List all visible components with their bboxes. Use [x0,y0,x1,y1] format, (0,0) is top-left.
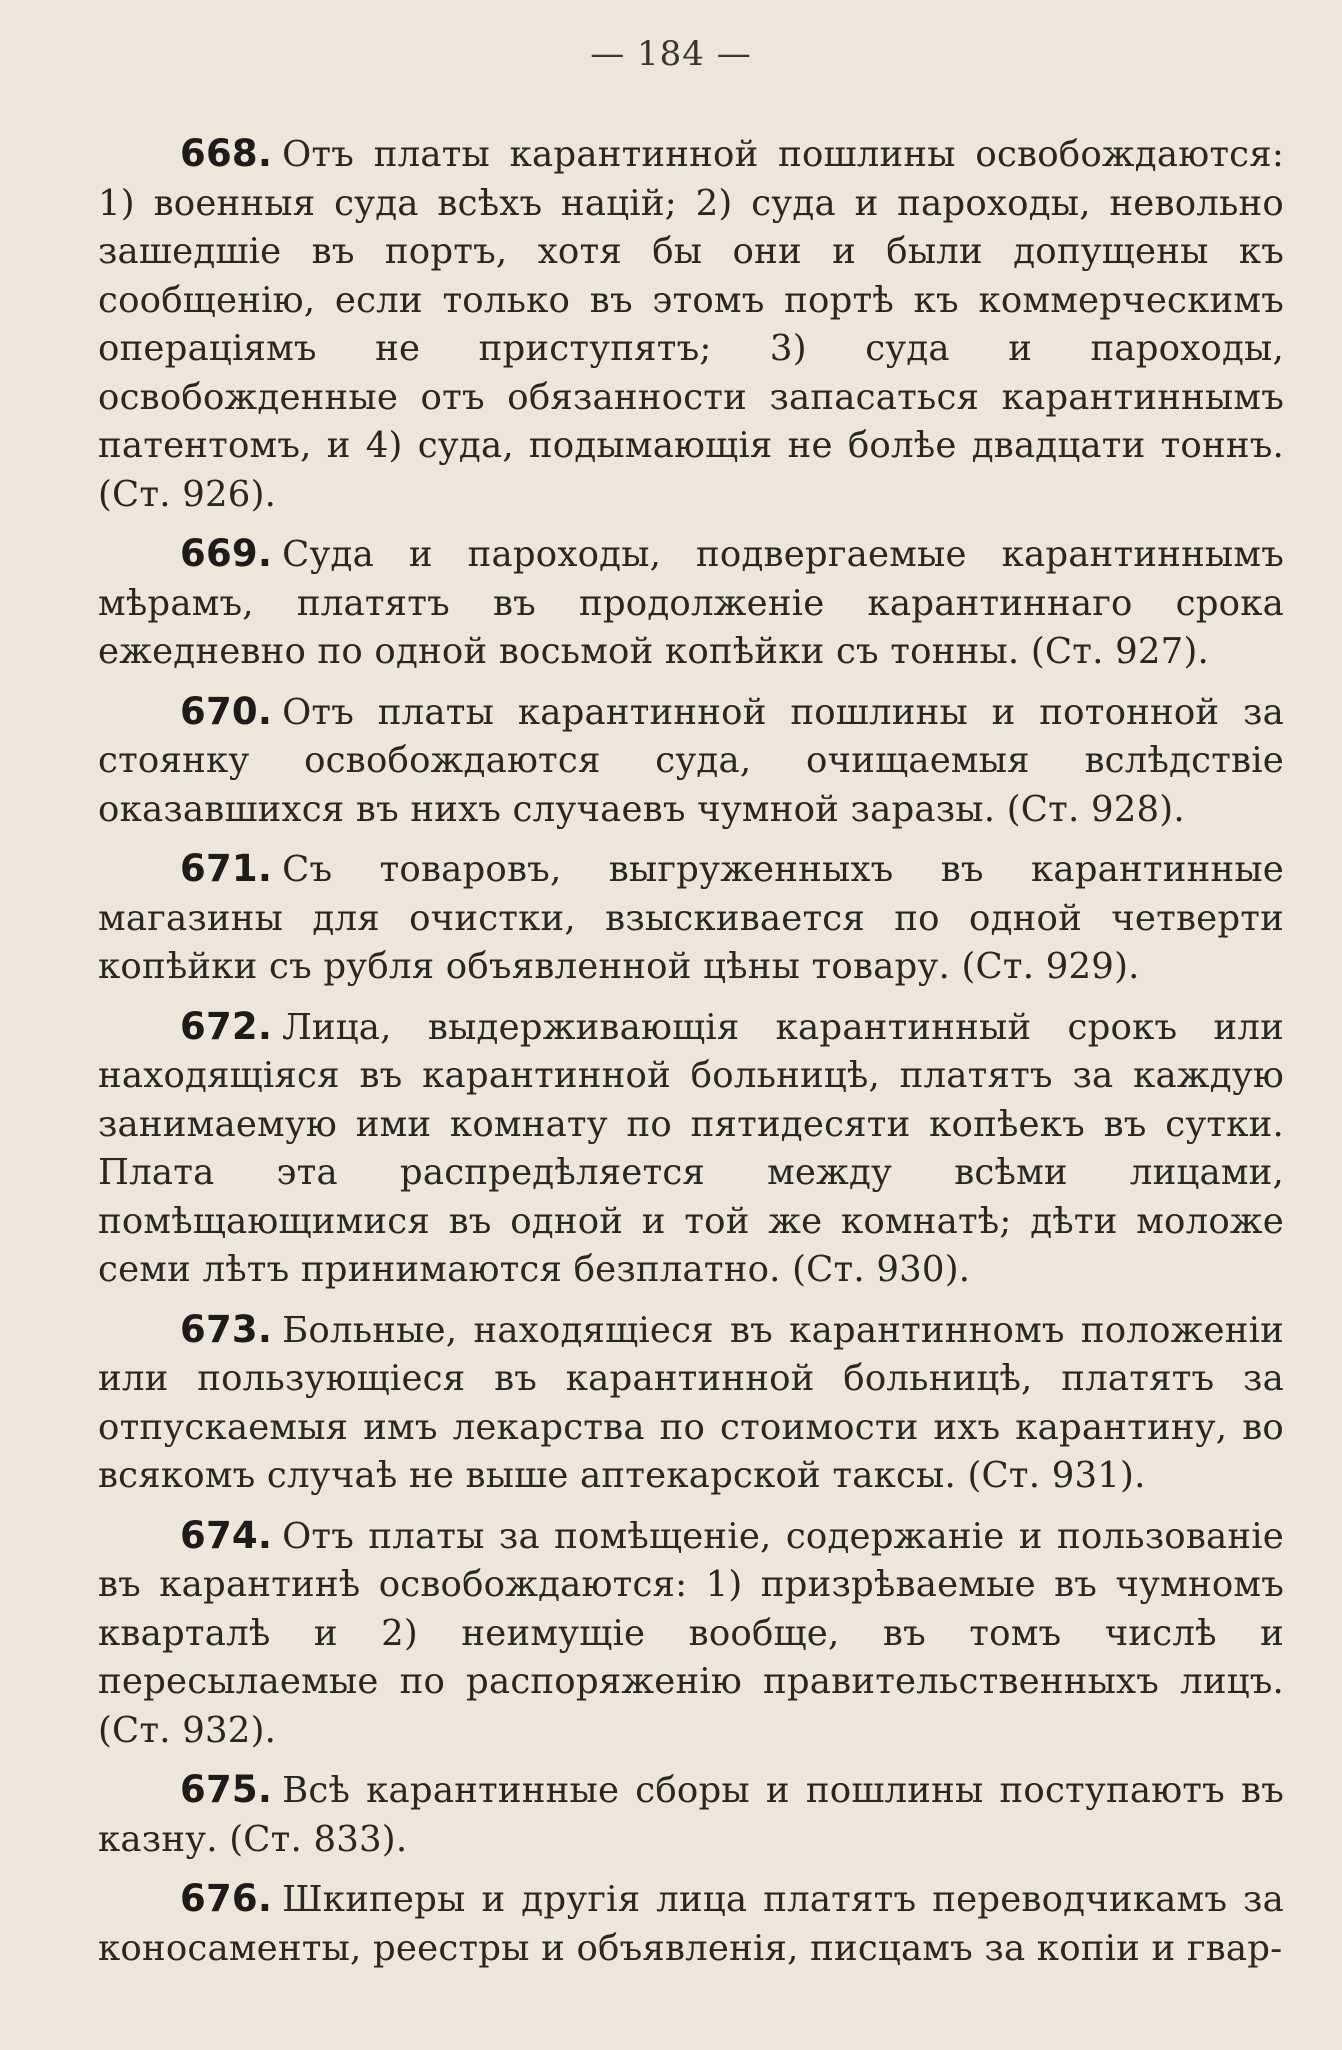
article-text: Съ товаровъ, выгруженныхъ въ карантинные магазины для очистки, взыскивается по одной четверти копѣйки съ рубля объявленной цѣны товару. (Ст. 929). [98,849,1284,987]
article-668 [98,130,1284,519]
page-number: — 184 — [590,34,752,74]
article-number: 669. [180,532,273,575]
article-676 [98,1875,1284,1973]
article-text: Суда и пароходы, подвергаемые карантиннымъ мѣрамъ, платятъ въ продолженіе карантиннаго срока ежедневно по одной восьмой копѣйки съ тонны. (Ст. 927). [98,534,1284,672]
article-number: 675. [180,1768,273,1811]
article-number: 672. [180,1004,273,1048]
article-text: Шкиперы и другія лица платятъ переводчикамъ за коносаменты, реестры и объявленія, писцамъ за копіи и гвар- [98,1879,1284,1969]
article-674 [98,1512,1284,1756]
article-673 [98,1306,1284,1501]
article-number: 670. [180,689,273,733]
article-671 [98,845,1284,992]
article-number: 674. [180,1513,273,1557]
article-text: Отъ платы карантинной пошлины освобождаются: 1) военныя суда всѣхъ націй; 2) суда и пароходы, невольно зашедшіе въ портъ, хотя бы они и были допущены къ сообщенію, если только въ этомъ портѣ къ коммерческимъ операціямъ не приступятъ; 3) суда и пароходы, освобожденные отъ обязанности запасаться карантиннымъ патентомъ, и 4) суда, подымающія не болѣе двадцати тоннъ. (Ст. 926). [98,134,1284,515]
article-number: 671. [180,847,273,890]
article-669 [98,530,1284,677]
article-number: 673. [180,1307,273,1351]
article-text: Отъ платы за помѣщеніе, содержаніе и пользованіе въ карантинѣ освобождаются: 1) призрѣваемые въ чумномъ кварталѣ и 2) неимущіе вообще, въ томъ числѣ и пересылаемые по распоряженію правительственныхъ лицъ. (Ст. 932). [98,1515,1284,1751]
article-text: Всѣ карантинные сборы и пошлины поступаютъ въ казну. (Ст. 833). [98,1770,1284,1860]
article-text: Больные, находящіеся въ карантинномъ положеніи или пользующіеся въ карантинной больницѣ, платятъ за отпускаемыя имъ лекарства по стоимости ихъ карантину, во всякомъ случаѣ не выше аптекарской таксы. (Ст. 931). [98,1309,1284,1496]
article-670 [98,688,1284,835]
article-text: Отъ платы карантинной пошлины и потонной за стоянку освобождаются суда, очищаемыя вслѣдствіе оказавшихся въ нихъ случаевъ чумной заразы. (Ст. 928). [98,691,1284,830]
article-number: 676. [180,1877,273,1920]
article-number: 668. [180,132,273,175]
article-675 [98,1766,1284,1864]
article-text: Лица, выдерживающія карантинный срокъ или находящіяся въ карантинной больницѣ, платятъ за каждую занимаемую ими комнату по пятидесяти копѣекъ въ сутки. Плата эта распредѣляется между всѣми лицами, помѣщающимися въ одной и той же комнатѣ; дѣти моложе семи лѣтъ принимаются безплатно. (Ст. 930). [98,1006,1284,1290]
article-672 [98,1003,1284,1295]
body-text [98,130,1284,1973]
